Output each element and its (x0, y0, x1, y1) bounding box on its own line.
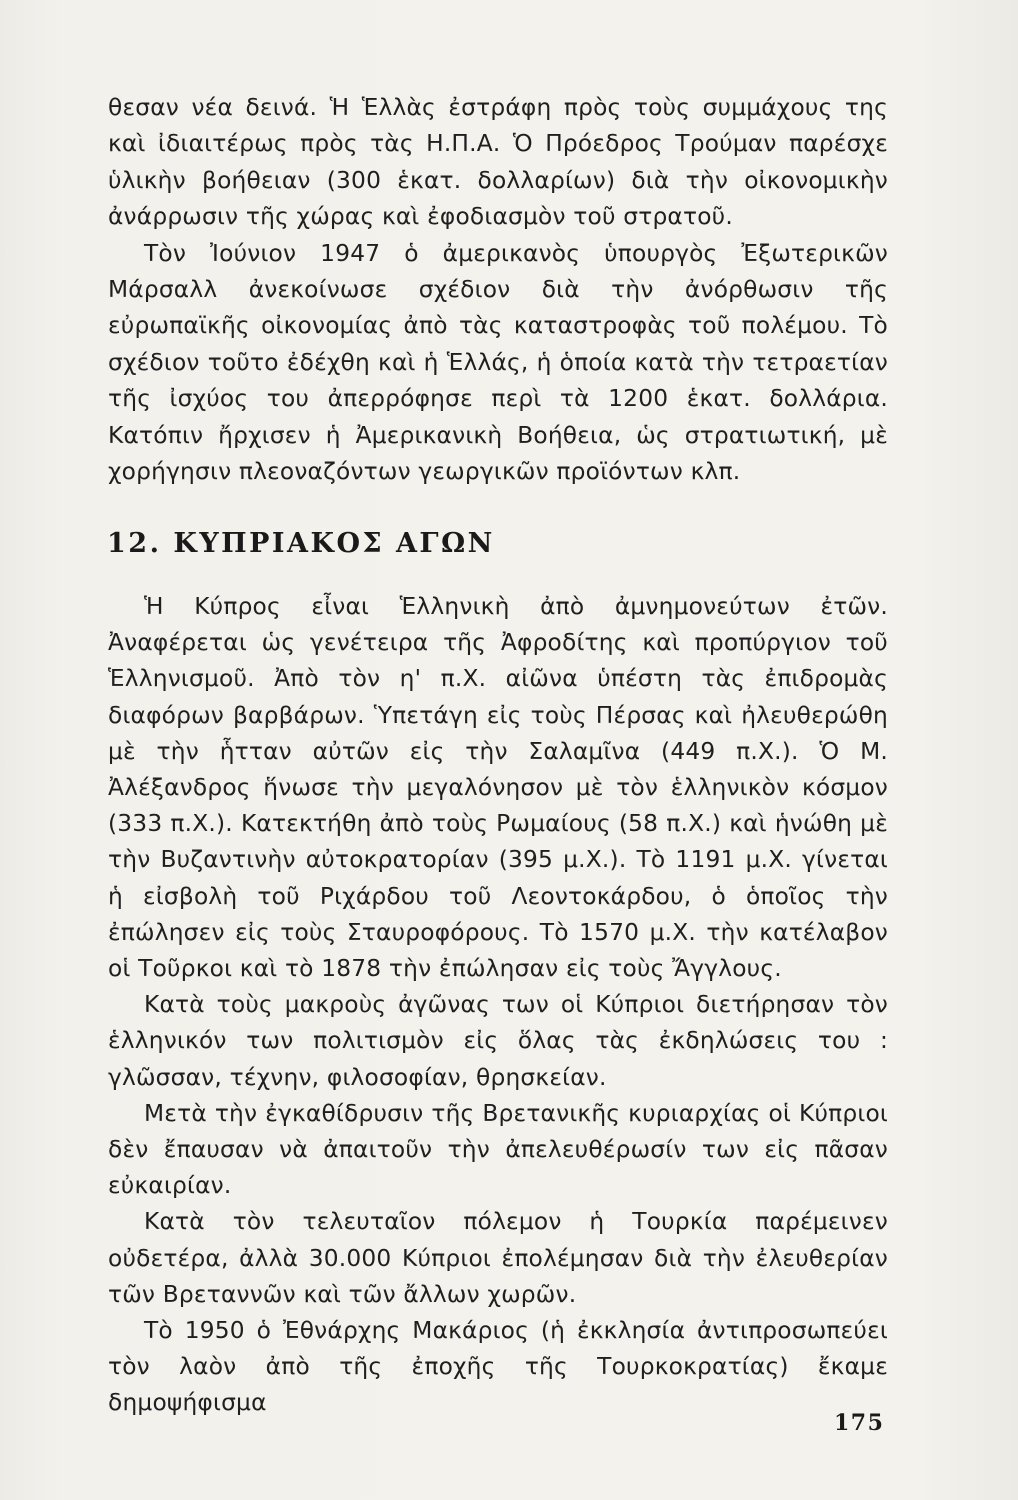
paragraph-2: Τὸν Ἰούνιον 1947 ὁ ἀμερικανὸς ὑπουργὸς Ἐξωτερικῶν Μάρσαλλ ἀνεκοίνωσε σχέδιον διὰ τὴν ἀνόρθωσιν τῆς εὐρωπαϊκῆς οἰκονομίας ἀπὸ τὰς καταστροφὰς τοῦ πολέμου. Τὸ σχέδιον τοῦτο ἐδέχθη καὶ ἡ Ἑλλάς, ἡ ὁποία κατὰ τὴν τετραετίαν τῆς ἰσχύος του ἀπερρόφησε περὶ τὰ 1200 ἑκατ. δολλάρια. Κατόπιν ἤρχισεν ἡ Ἀμερικανικὴ Βοήθεια, ὡς στρατιωτική, μὲ χορήγησιν πλεοναζόντων γεωργικῶν προϊόντων κλπ. (108, 239, 888, 486)
paragraph-4: Κατὰ τοὺς μακροὺς ἀγῶνας των οἱ Κύπριοι διετήρησαν τὸν ἑλληνικόν των πολιτισμὸν εἰς ὅλας τὰς ἐκδηλώσεις του : γλῶσσαν, τέχνην, φιλοσοφίαν, θρησκείαν. (108, 991, 888, 1091)
text-block-top (108, 90, 888, 490)
paragraph-6: Κατὰ τὸν τελευταῖον πόλεμον ἡ Τουρκία παρέμεινεν οὐδετέρα, ἀλλὰ 30.000 Κύπριοι ἐπολέμησαν διὰ τὴν ἐλευθερίαν τῶν Βρεταννῶν καὶ τῶν ἄλλων χωρῶν. (108, 1208, 888, 1308)
paragraph-1: θεσαν νέα δεινά. Ἡ Ἑλλὰς ἐστράφη πρὸς τοὺς συμμάχους της καὶ ἰδιαιτέρως πρὸς τὰς Η.Π.Α. Ὁ Πρόεδρος Τρούμαν παρέσχε ὑλικὴν βοήθειαν (300 ἑκατ. δολλαρίων) διὰ τὴν οἰκονομικὴν ἀνάρρωσιν τῆς χώρας καὶ ἐφοδιασμὸν τοῦ στρατοῦ. (108, 94, 888, 231)
paragraph-7: Τὸ 1950 ὁ Ἐθνάρχης Μακάριος (ἡ ἐκκλησία ἀντιπροσωπεύει τὸν λαὸν ἀπὸ τῆς ἐποχῆς τῆς Τουρκοκρατίας) ἔκαμε δημοψήφισμα (108, 1317, 888, 1417)
paragraph-3: Ἡ Κύπρος εἶναι Ἑλληνικὴ ἀπὸ ἀμνημονεύτων ἐτῶν. Ἀναφέρεται ὡς γενέτειρα τῆς Ἀφροδίτης καὶ προπύργιον τοῦ Ἑλληνισμοῦ. Ἀπὸ τὸν η' π.Χ. αἰῶνα ὑπέστη τὰς ἐπιδρομὰς διαφόρων βαρβάρων. Ὑπετάγη εἰς τοὺς Πέρσας καὶ ἠλευθερώθη μὲ τὴν ἧτταν αὐτῶν εἰς τὴν Σαλαμῖνα (449 π.Χ.). Ὁ Μ. Ἀλέξανδρος ἥνωσε τὴν μεγαλόνησον μὲ τὸν ἑλληνικὸν κόσμον (333 π.Χ.). Κατεκτήθη ἀπὸ τοὺς Ρωμαίους (58 π.Χ.) καὶ ἡνώθη μὲ τὴν Βυζαντινὴν αὐτοκρατορίαν (395 μ.Χ.). Τὸ 1191 μ.Χ. γίνεται ἡ εἰσβολὴ τοῦ Ριχάρδου τοῦ Λεοντοκάρδου, ὁ ὁποῖος τὴν ἐπώλησεν εἰς τοὺς Σταυροφόρους. Τὸ 1570 μ.Χ. τὴν κατέλαβον οἱ Τοῦρκοι καὶ τὸ 1878 τὴν ἐπώλησαν εἰς τοὺς Ἄγγλους. (108, 593, 888, 983)
page-number: 175 (834, 1410, 885, 1436)
section-heading: 12. ΚΥΠΡΙΑΚΟΣ ΑΓΩΝ (107, 528, 495, 559)
paragraph-5: Μετὰ τὴν ἐγκαθίδρυσιν τῆς Βρετανικῆς κυριαρχίας οἱ Κύπριοι δὲν ἔπαυσαν νὰ ἀπαιτοῦν τὴν ἀπελευθέρωσίν των εἰς πᾶσαν εὐκαιρίαν. (108, 1099, 888, 1200)
text-block-section (108, 589, 888, 1422)
